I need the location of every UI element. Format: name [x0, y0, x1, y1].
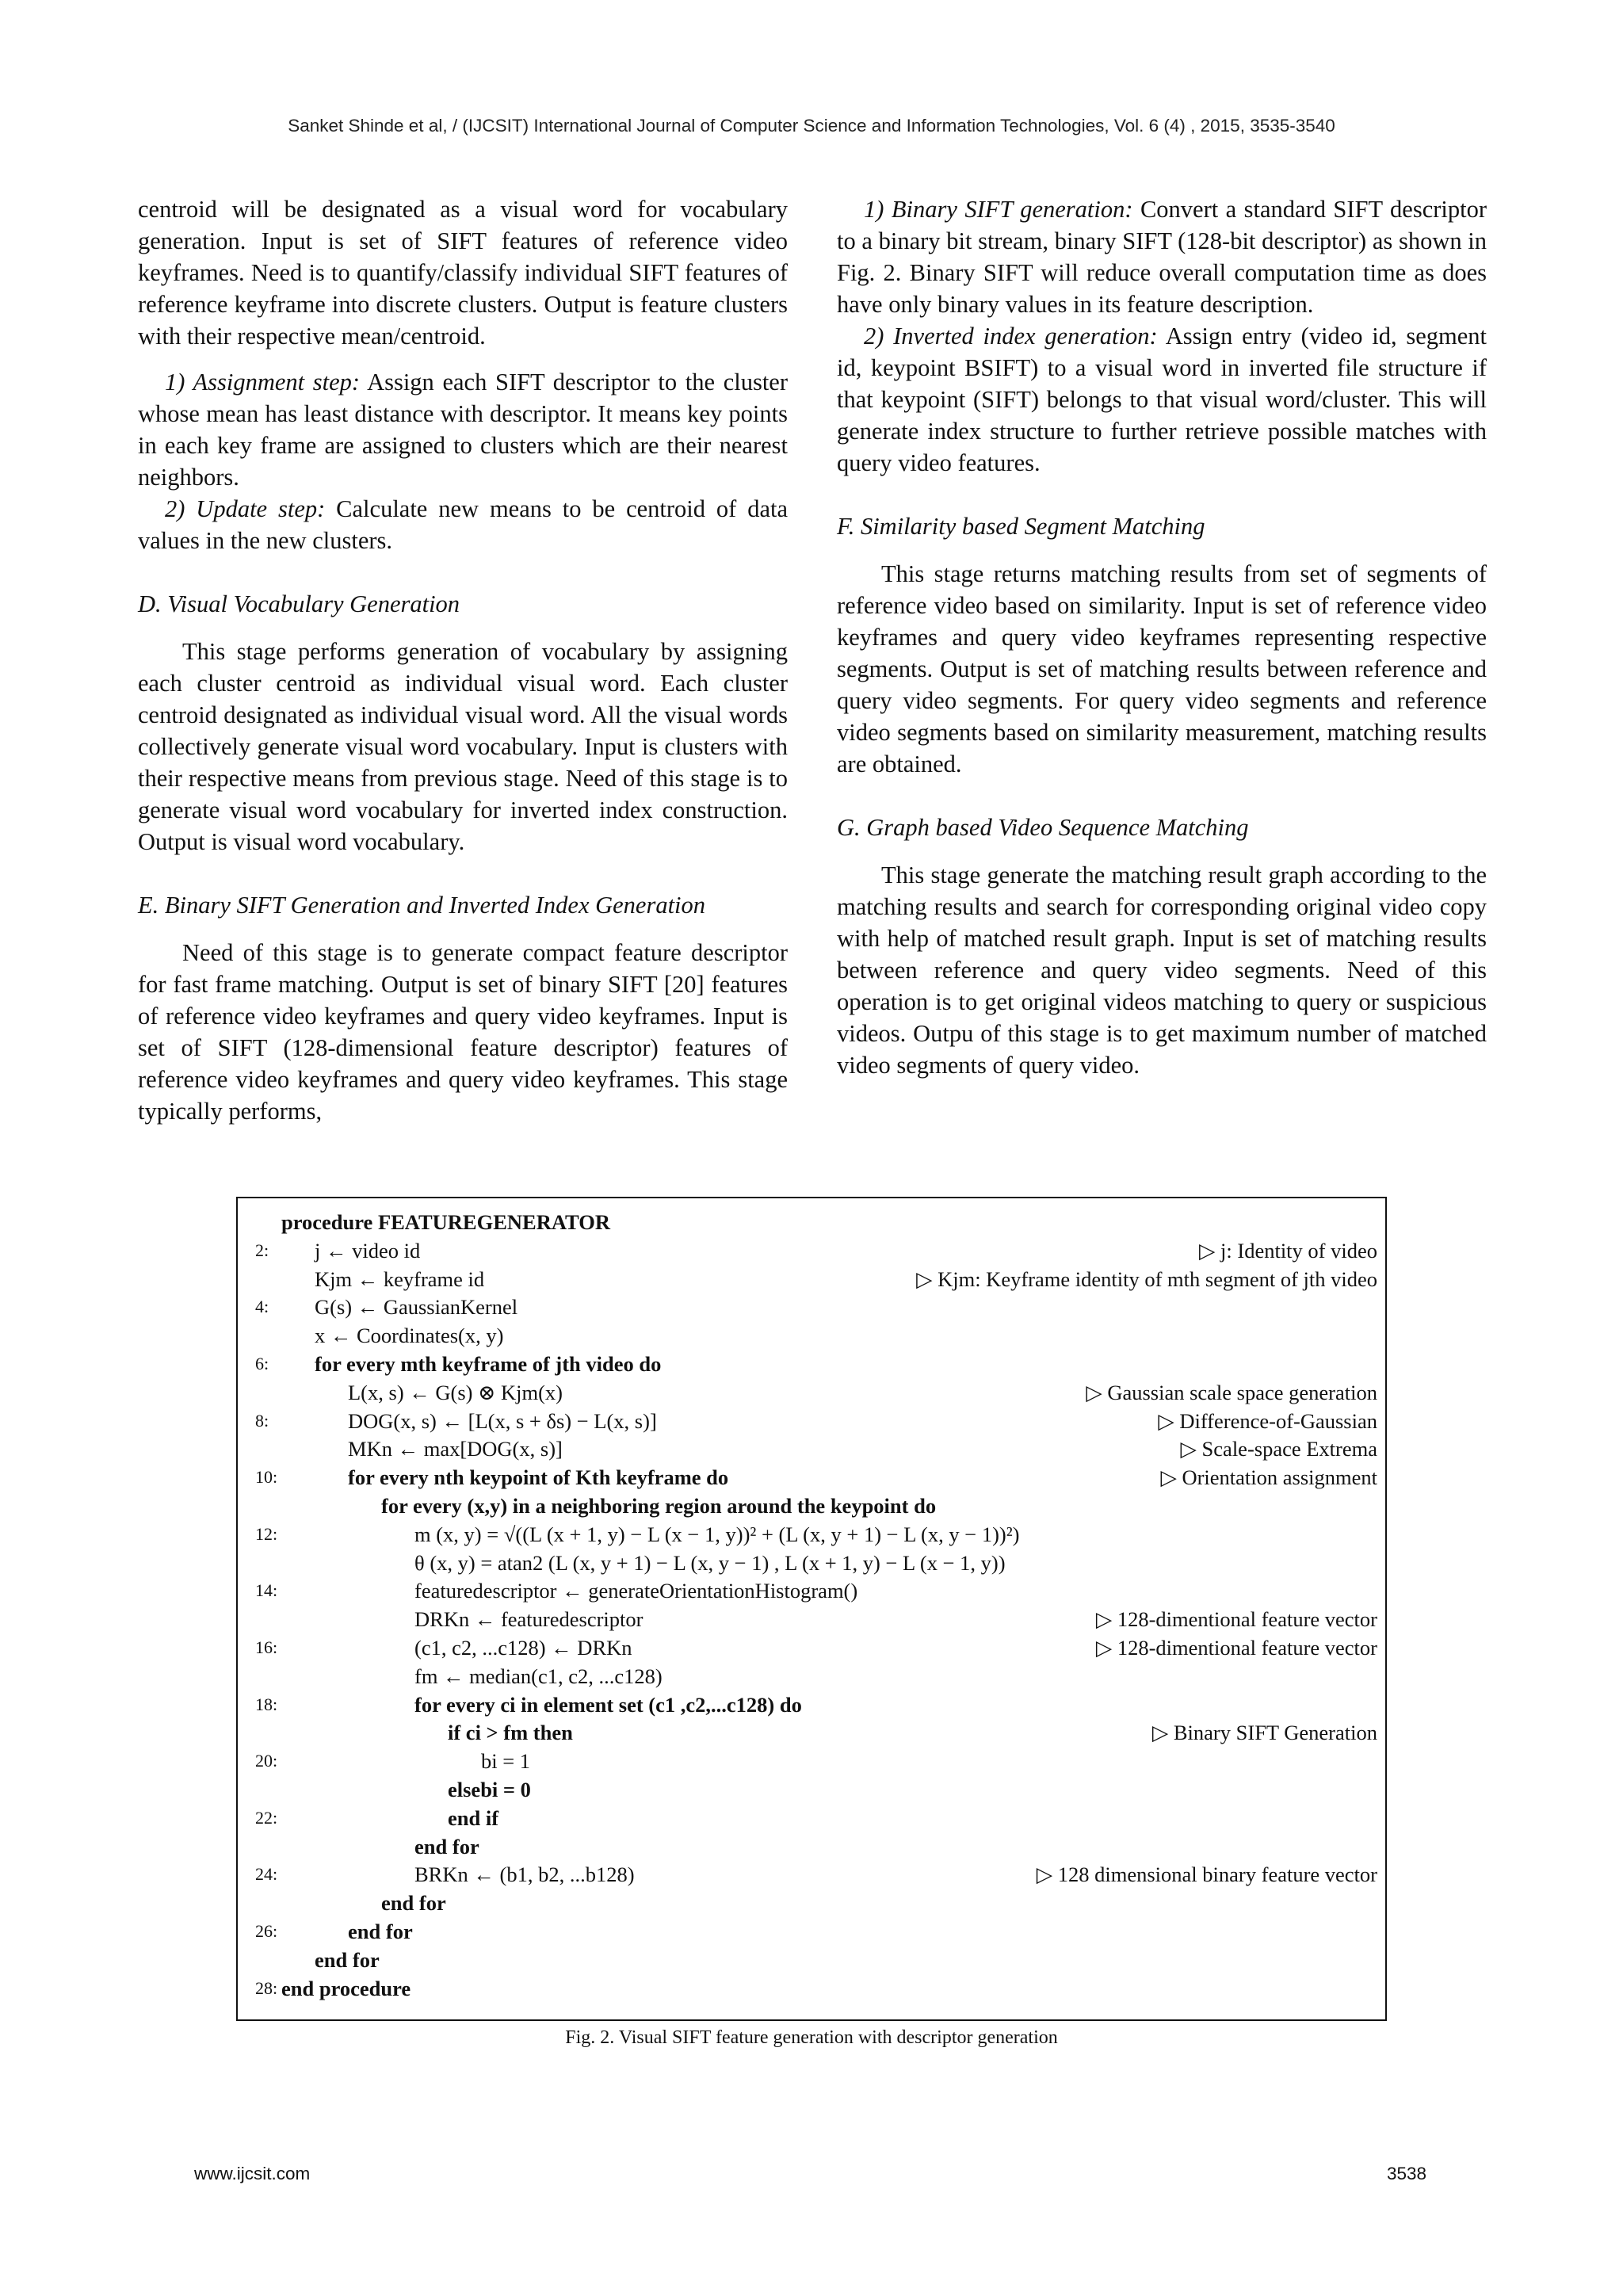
algorithm-line-comment: ▷ Kjm: Keyframe identity of mth segment of jth video — [916, 1266, 1377, 1291]
update-step — [138, 493, 788, 556]
algorithm-line-code: L(x, s) ← G(s) ⊗ Kjm(x) — [348, 1380, 563, 1404]
algorithm-line-code: for every mth keyframe of jth video do — [315, 1352, 662, 1376]
algorithm-line — [238, 1718, 1384, 1747]
algorithm-line — [238, 1549, 1384, 1577]
algorithm-line-code: for every nth keypoint of Kth keyframe do — [348, 1465, 729, 1490]
algorithm-line-code: elsebi = 0 — [448, 1778, 531, 1801]
algorithm-line — [238, 1860, 1384, 1889]
algorithm-line-number: 22: — [255, 1807, 278, 1828]
algorithm-line — [238, 1407, 1384, 1435]
inverted-index-step-label: 2) Inverted index generation: — [864, 323, 1158, 350]
algorithm-line-code: (c1, c2, ...c128) ← DRKn — [414, 1636, 632, 1660]
binary-sift-step — [837, 193, 1487, 320]
section-heading-g: G. Graph based Video Sequence Matching — [837, 814, 1249, 841]
algorithm-line — [238, 1889, 1384, 1917]
algorithm-line-code: end for — [315, 1947, 380, 1972]
algorithm-line — [238, 1775, 1384, 1804]
algorithm-line-number: 2: — [255, 1240, 269, 1260]
algorithm-line-comment: ▷ Binary SIFT Generation — [1151, 1721, 1377, 1745]
algorithm-line-comment: ▷ j: Identity of video — [1199, 1238, 1377, 1263]
algorithm-line-code: G(s) ← GaussianKernel — [315, 1295, 518, 1320]
algorithm-line-number: 8: — [255, 1410, 269, 1431]
algorithm-line — [238, 1946, 1384, 1974]
algorithm-line — [238, 1747, 1384, 1775]
algorithm-line-number: 14: — [255, 1580, 278, 1601]
algorithm-line-code: MKn ← max[DOG(x, s)] — [348, 1437, 563, 1461]
algorithm-line-number: 24: — [255, 1864, 278, 1885]
algorithm-line-code: Kjm ← keyframe id — [315, 1266, 485, 1291]
algorithm-line-code: BRKn ← (b1, b2, ...b128) — [414, 1862, 635, 1887]
algorithm-line-code: end if — [448, 1805, 499, 1830]
algorithm-line — [238, 1265, 1384, 1293]
paragraph-sequence-matching: This stage generate the matching result graph according to the matching results and search for corresponding original video copy with help of matched result graph. Input is set of matching results between reference and query video segments. Need of this operation is to get original videos matching to query or suspicious videos. Outpu of this stage is to get maximum number of matched video segments of query video. — [837, 861, 1487, 1079]
algorithm-line-code: x ← Coordinates(x, y) — [315, 1324, 504, 1348]
paragraph-clustering-intro: centroid will be designated as a visual word for vocabulary generation. Input is set of SIFT features of reference video keyframes. Need is to quantify/classify individual SIFT features of reference keyframe into discrete clusters. Output is feature clusters with their respective mean/centroid. — [138, 196, 788, 350]
section-heading-f: F. Similarity based Segment Matching — [837, 513, 1205, 540]
assignment-step-text: Assign each SIFT descriptor to the cluster whose mean has least distance with descriptor. It means key points in each key frame are assigned to clusters which are their nearest neighbors. — [138, 369, 788, 491]
algorithm-line-code: if ci > fm then — [448, 1721, 573, 1745]
algorithm-line-code: DRKn ← featuredescriptor — [414, 1607, 643, 1632]
figure-caption: Fig. 2. Visual SIFT feature generation with descriptor generation — [565, 2027, 1058, 2048]
footer-page-number: 3538 — [1386, 2164, 1426, 2183]
algorithm-line — [238, 1208, 1384, 1236]
algorithm-line-code: m (x, y) = √((L (x + 1, y) − L (x − 1, y))² + (L (x, y + 1) − L (x, y − 1))²) — [414, 1522, 1020, 1546]
algorithm-line-comment: ▷ Orientation assignment — [1160, 1465, 1377, 1490]
algorithm-line — [238, 1463, 1384, 1492]
section-heading-d: D. Visual Vocabulary Generation — [138, 590, 460, 617]
update-step-label: 2) Update step: — [165, 495, 326, 522]
algorithm-line — [238, 1974, 1384, 2003]
algorithm-line-code: end procedure — [281, 1976, 411, 2000]
binary-sift-step-text: Convert a standard SIFT descriptor to a binary bit stream, binary SIFT (128-bit descriptor) as shown in Fig. 2. Binary SIFT will reduce overall computation time as does have only binary values in its feature description. — [837, 196, 1487, 318]
algorithm-line-comment: ▷ 128 dimensional binary feature vector — [1036, 1862, 1377, 1887]
left-column — [138, 193, 788, 1127]
algorithm-line-code: for every ci in element set (c1 ,c2,...c128) do — [414, 1692, 802, 1717]
algorithm-line-number: 18: — [255, 1694, 278, 1714]
algorithm-line — [238, 1321, 1384, 1350]
algorithm-line — [238, 1378, 1384, 1407]
algorithm-line — [238, 1633, 1384, 1662]
inverted-index-step-text: Assign entry (video id, segment id, keypoint BSIFT) to a visual word in inverted file structure if that keypoint (SIFT) belongs to that visual word/cluster. This will generate index structure to further retrieve possible matches with query video features. — [837, 323, 1487, 476]
algorithm-line-comment: ▷ Gaussian scale space generation — [1086, 1380, 1377, 1404]
paragraph-binary-sift: Need of this stage is to generate compact feature descriptor for fast frame matching. Output is set of binary SIFT [20] features of reference video keyframes and query video keyframes. Input is set of SIFT (128-dimensional feature descriptor) features of reference video keyframes and query video keyframes. This stage typically performs, — [138, 939, 788, 1125]
algorithm-line-code: end for — [381, 1891, 446, 1916]
algorithm-line-number: 28: — [255, 1977, 278, 1998]
algorithm-line-code: featuredescriptor ← generateOrientationHistogram() — [414, 1579, 858, 1603]
footer-site: www.ijcsit.com — [194, 2164, 311, 2183]
algorithm-line-code: θ (x, y) = atan2 (L (x, y + 1) − L (x, y − 1) , L (x + 1, y) − L (x − 1, y)) — [414, 1550, 1006, 1575]
paragraph-visual-vocabulary: This stage performs generation of vocabulary by assigning each cluster centroid as individual visual word. Each cluster centroid designated as individual visual word. All the visual words collectively generate visual word vocabulary. Input is clusters with their respective means from previous stage. Need of this stage is to generate visual word vocabulary for inverted index construction. Output is visual word vocabulary. — [138, 638, 788, 855]
algorithm-line — [238, 1350, 1384, 1378]
algorithm-line — [238, 1832, 1384, 1861]
algorithm-line-code: end for — [414, 1834, 479, 1859]
algorithm-line — [238, 1293, 1384, 1321]
algorithm-line-comment: ▷ 128-dimentional feature vector — [1095, 1607, 1377, 1632]
algorithm-line-code: for every (x,y) in a neighboring region around the keypoint do — [381, 1494, 937, 1518]
algorithm-line-code: end for — [348, 1920, 413, 1943]
assignment-step — [138, 366, 788, 493]
algorithm-line-comment: ▷ Scale-space Extrema — [1180, 1437, 1377, 1461]
algorithm-line-number: 12: — [255, 1523, 278, 1544]
section-heading-e: E. Binary SIFT Generation and Inverted Index Generation — [138, 892, 706, 919]
algorithm-figure — [236, 1197, 1387, 2021]
algorithm-line — [238, 1804, 1384, 1832]
assignment-step-label: 1) Assignment step: — [165, 369, 361, 395]
algorithm-line-number: 26: — [255, 1921, 278, 1941]
algorithm-line-number: 6: — [255, 1354, 269, 1373]
update-step-text: Calculate new means to be centroid of data values in the new clusters. — [138, 495, 788, 554]
algorithm-line-number: 20: — [255, 1751, 278, 1771]
algorithm-line-code: j ← video id — [315, 1238, 421, 1263]
algorithm-line-code: DOG(x, s) ← [L(x, s + δs) − L(x, s)] — [348, 1408, 657, 1433]
algorithm-line-number: 4: — [255, 1297, 269, 1317]
algorithm-line-code: bi = 1 — [481, 1749, 531, 1774]
binary-sift-step-label: 1) Binary SIFT generation: — [864, 196, 1133, 223]
paragraph-segment-matching: This stage returns matching results from set of segments of reference video based on similarity. Input is set of reference video keyframes and query video keyframes representing respective segments. Output is set of matching results between reference and query video segments. For query video segments and reference video segments based on similarity measurement, matching results are obtained. — [837, 560, 1487, 777]
algorithm-line-code: procedure FEATUREGENERATOR — [281, 1210, 610, 1234]
algorithm-line — [238, 1492, 1384, 1520]
algorithm-line-comment: ▷ Difference-of-Gaussian — [1158, 1408, 1377, 1433]
algorithm-line — [238, 1435, 1384, 1463]
algorithm-line — [238, 1576, 1384, 1605]
algorithm-line — [238, 1520, 1384, 1549]
algorithm-line-comment: ▷ 128-dimentional feature vector — [1095, 1636, 1377, 1660]
algorithm-line — [238, 1236, 1384, 1265]
algorithm-line — [238, 1690, 1384, 1719]
inverted-index-step — [837, 320, 1487, 479]
algorithm-line-code: fm ← median(c1, c2, ...c128) — [414, 1664, 663, 1688]
algorithm-line — [238, 1605, 1384, 1633]
algorithm-line-number: 16: — [255, 1637, 278, 1657]
algorithm-line — [238, 1917, 1384, 1946]
algorithm-line — [238, 1662, 1384, 1690]
right-column — [837, 193, 1487, 1081]
running-header: Sanket Shinde et al, / (IJCSIT) International Journal of Computer Science and Information Technologies, Vol. 6 (4) , 2015, 3535-3540 — [288, 116, 1335, 136]
algorithm-line-number: 10: — [255, 1467, 278, 1488]
